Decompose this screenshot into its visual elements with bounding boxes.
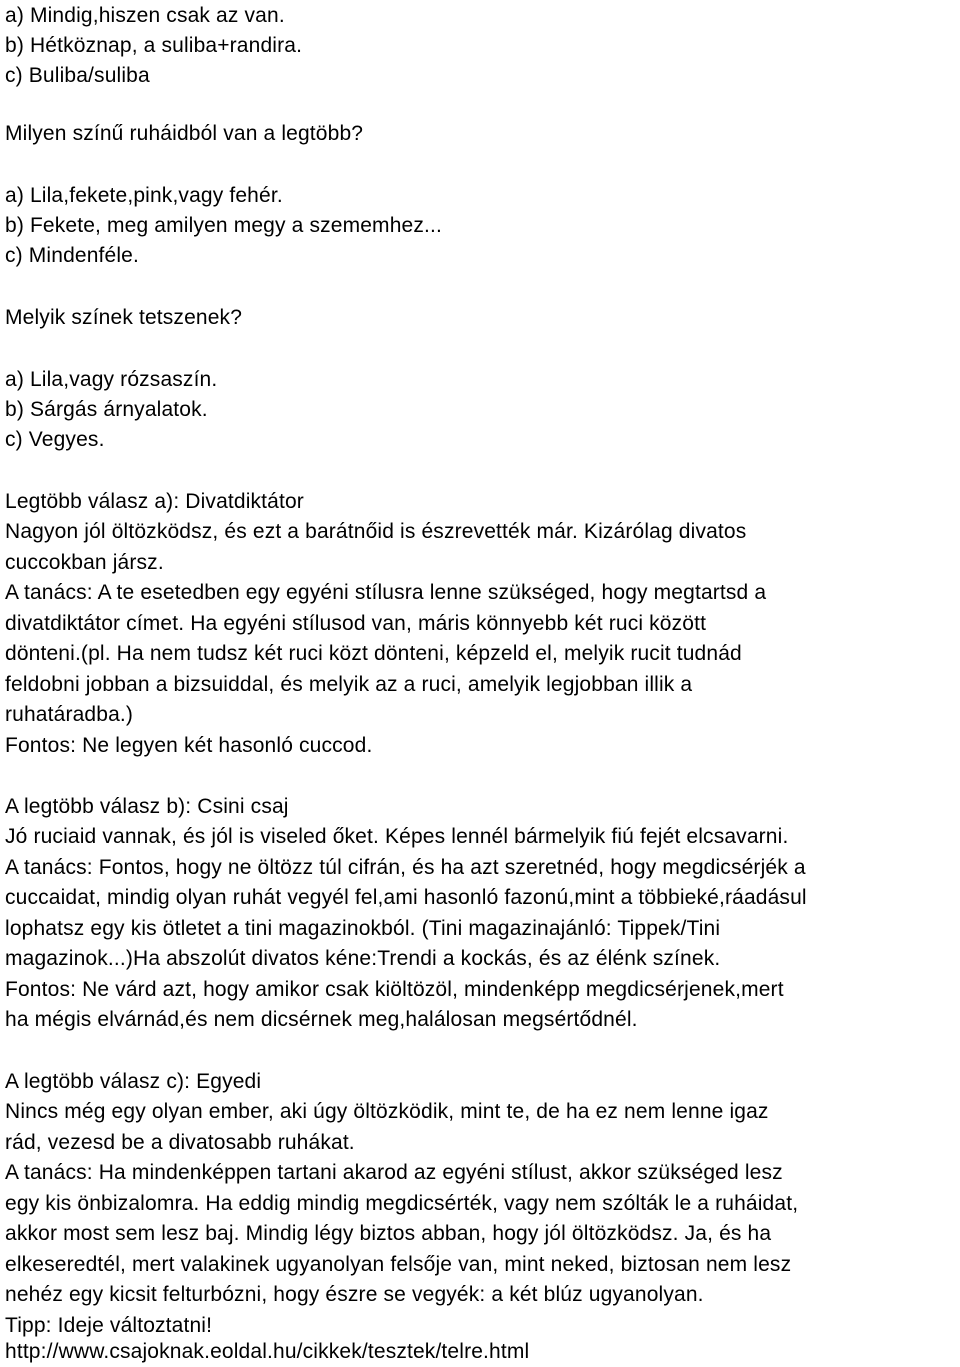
answer-b-line: b) Fekete, meg amilyen megy a szememhez... [5, 214, 442, 237]
answer-a-line: a) Lila,fekete,pink,vagy fehér. [5, 184, 283, 207]
answer-b-line: b) Hétköznap, a suliba+randira. [5, 34, 303, 57]
answer-b-line: b) Sárgás árnyalatok. [5, 398, 208, 421]
result-a-heading: Legtöbb válasz a): Divatdiktátor [5, 490, 304, 513]
result-c-advice: A tanács: Ha mindenképpen tartani akarod az egyéni stílust, akkor szükséged lesz [5, 1161, 783, 1184]
answer-a-line: a) Lila,vagy rózsaszín. [5, 368, 218, 391]
tip-line: Tipp: Ideje változtatni! [5, 1314, 213, 1337]
result-b-text: Jó ruciaid vannak, és jól is viseled őket. Képes lennél bármelyik fiú fejét elcsavarni. [5, 825, 789, 848]
result-a-advice: ruhatáradba.) [5, 703, 134, 726]
result-b-heading: A legtöbb válasz b): Csini csaj [5, 795, 289, 818]
question-heading: Milyen színű ruháidból van a legtöbb? [5, 122, 364, 145]
result-b-advice: magazinok...)Ha abszolút divatos kéne:Trendi a kockás, és az élénk színek. [5, 947, 721, 970]
result-c-advice: akkor most sem lesz baj. Mindig légy biztos abban, hogy jól öltözködsz. Ja, és ha [5, 1222, 772, 1245]
result-a-important: Fontos: Ne legyen két hasonló cuccod. [5, 734, 373, 757]
answer-c-line: c) Mindenféle. [5, 244, 139, 267]
result-a-text: cuccokban jársz. [5, 551, 164, 574]
result-c-text: Nincs még egy olyan ember, aki úgy öltözködik, mint te, de ha ez nem lenne igaz [5, 1100, 769, 1123]
source-link[interactable]: http://www.csajoknak.eoldal.hu/cikkek/tesztek/telre.html [5, 1340, 530, 1363]
result-a-advice: dönteni.(pl. Ha nem tudsz két ruci közt dönteni, képzeld el, melyik rucit tudnád [5, 642, 742, 665]
answer-c-line: c) Vegyes. [5, 428, 105, 451]
result-b-important: ha mégis elvárnád,és nem dicsérnek meg,halálosan megsértődnél. [5, 1008, 638, 1031]
result-a-advice: A tanács: A te esetedben egy egyéni stílusra lenne szükséged, hogy megtartsd a [5, 581, 767, 604]
result-a-text: Nagyon jól öltözködsz, és ezt a barátnőid is észrevették már. Kizárólag divatos [5, 520, 747, 543]
result-c-advice: nehéz egy kicsit felturbózni, hogy észre se vegyék: a két blúz ugyanolyan. [5, 1283, 704, 1306]
result-b-important: Fontos: Ne várd azt, hogy amikor csak kiöltözöl, mindenképp megdicsérjenek,mert [5, 978, 784, 1001]
result-b-advice: cuccaidat, mindig olyan ruhát vegyél fel,ami hasonló fazonú,mint a többieké,ráadásul [5, 886, 807, 909]
answer-a-line: a) Mindig,hiszen csak az van. [5, 4, 285, 27]
result-a-advice: divatdiktátor címet. Ha egyéni stílusod van, máris könnyebb két ruci között [5, 612, 707, 635]
result-b-advice: lophatsz egy kis ötletet a tini magazinokból. (Tini magazinajánló: Tippek/Tini [5, 917, 721, 940]
result-b-advice: A tanács: Fontos, hogy ne öltözz túl cifrán, és ha azt szeretnéd, hogy megdicsérjék a [5, 856, 806, 879]
result-c-advice: egy kis önbizalomra. Ha eddig mindig megdicsérték, vagy nem szólták le a ruháidat, [5, 1192, 799, 1215]
result-c-advice: elkeseredtél, mert valakinek ugyanolyan felsője van, mint neked, biztosan nem lesz [5, 1253, 792, 1276]
result-c-text: rád, vezesd be a divatosabb ruhákat. [5, 1131, 355, 1154]
question-heading: Melyik színek tetszenek? [5, 306, 243, 329]
result-c-heading: A legtöbb válasz c): Egyedi [5, 1070, 262, 1093]
answer-c-line: c) Buliba/suliba [5, 64, 150, 87]
result-a-advice: feldobni jobban a bizsuiddal, és melyik az a ruci, amelyik legjobban illik a [5, 673, 693, 696]
